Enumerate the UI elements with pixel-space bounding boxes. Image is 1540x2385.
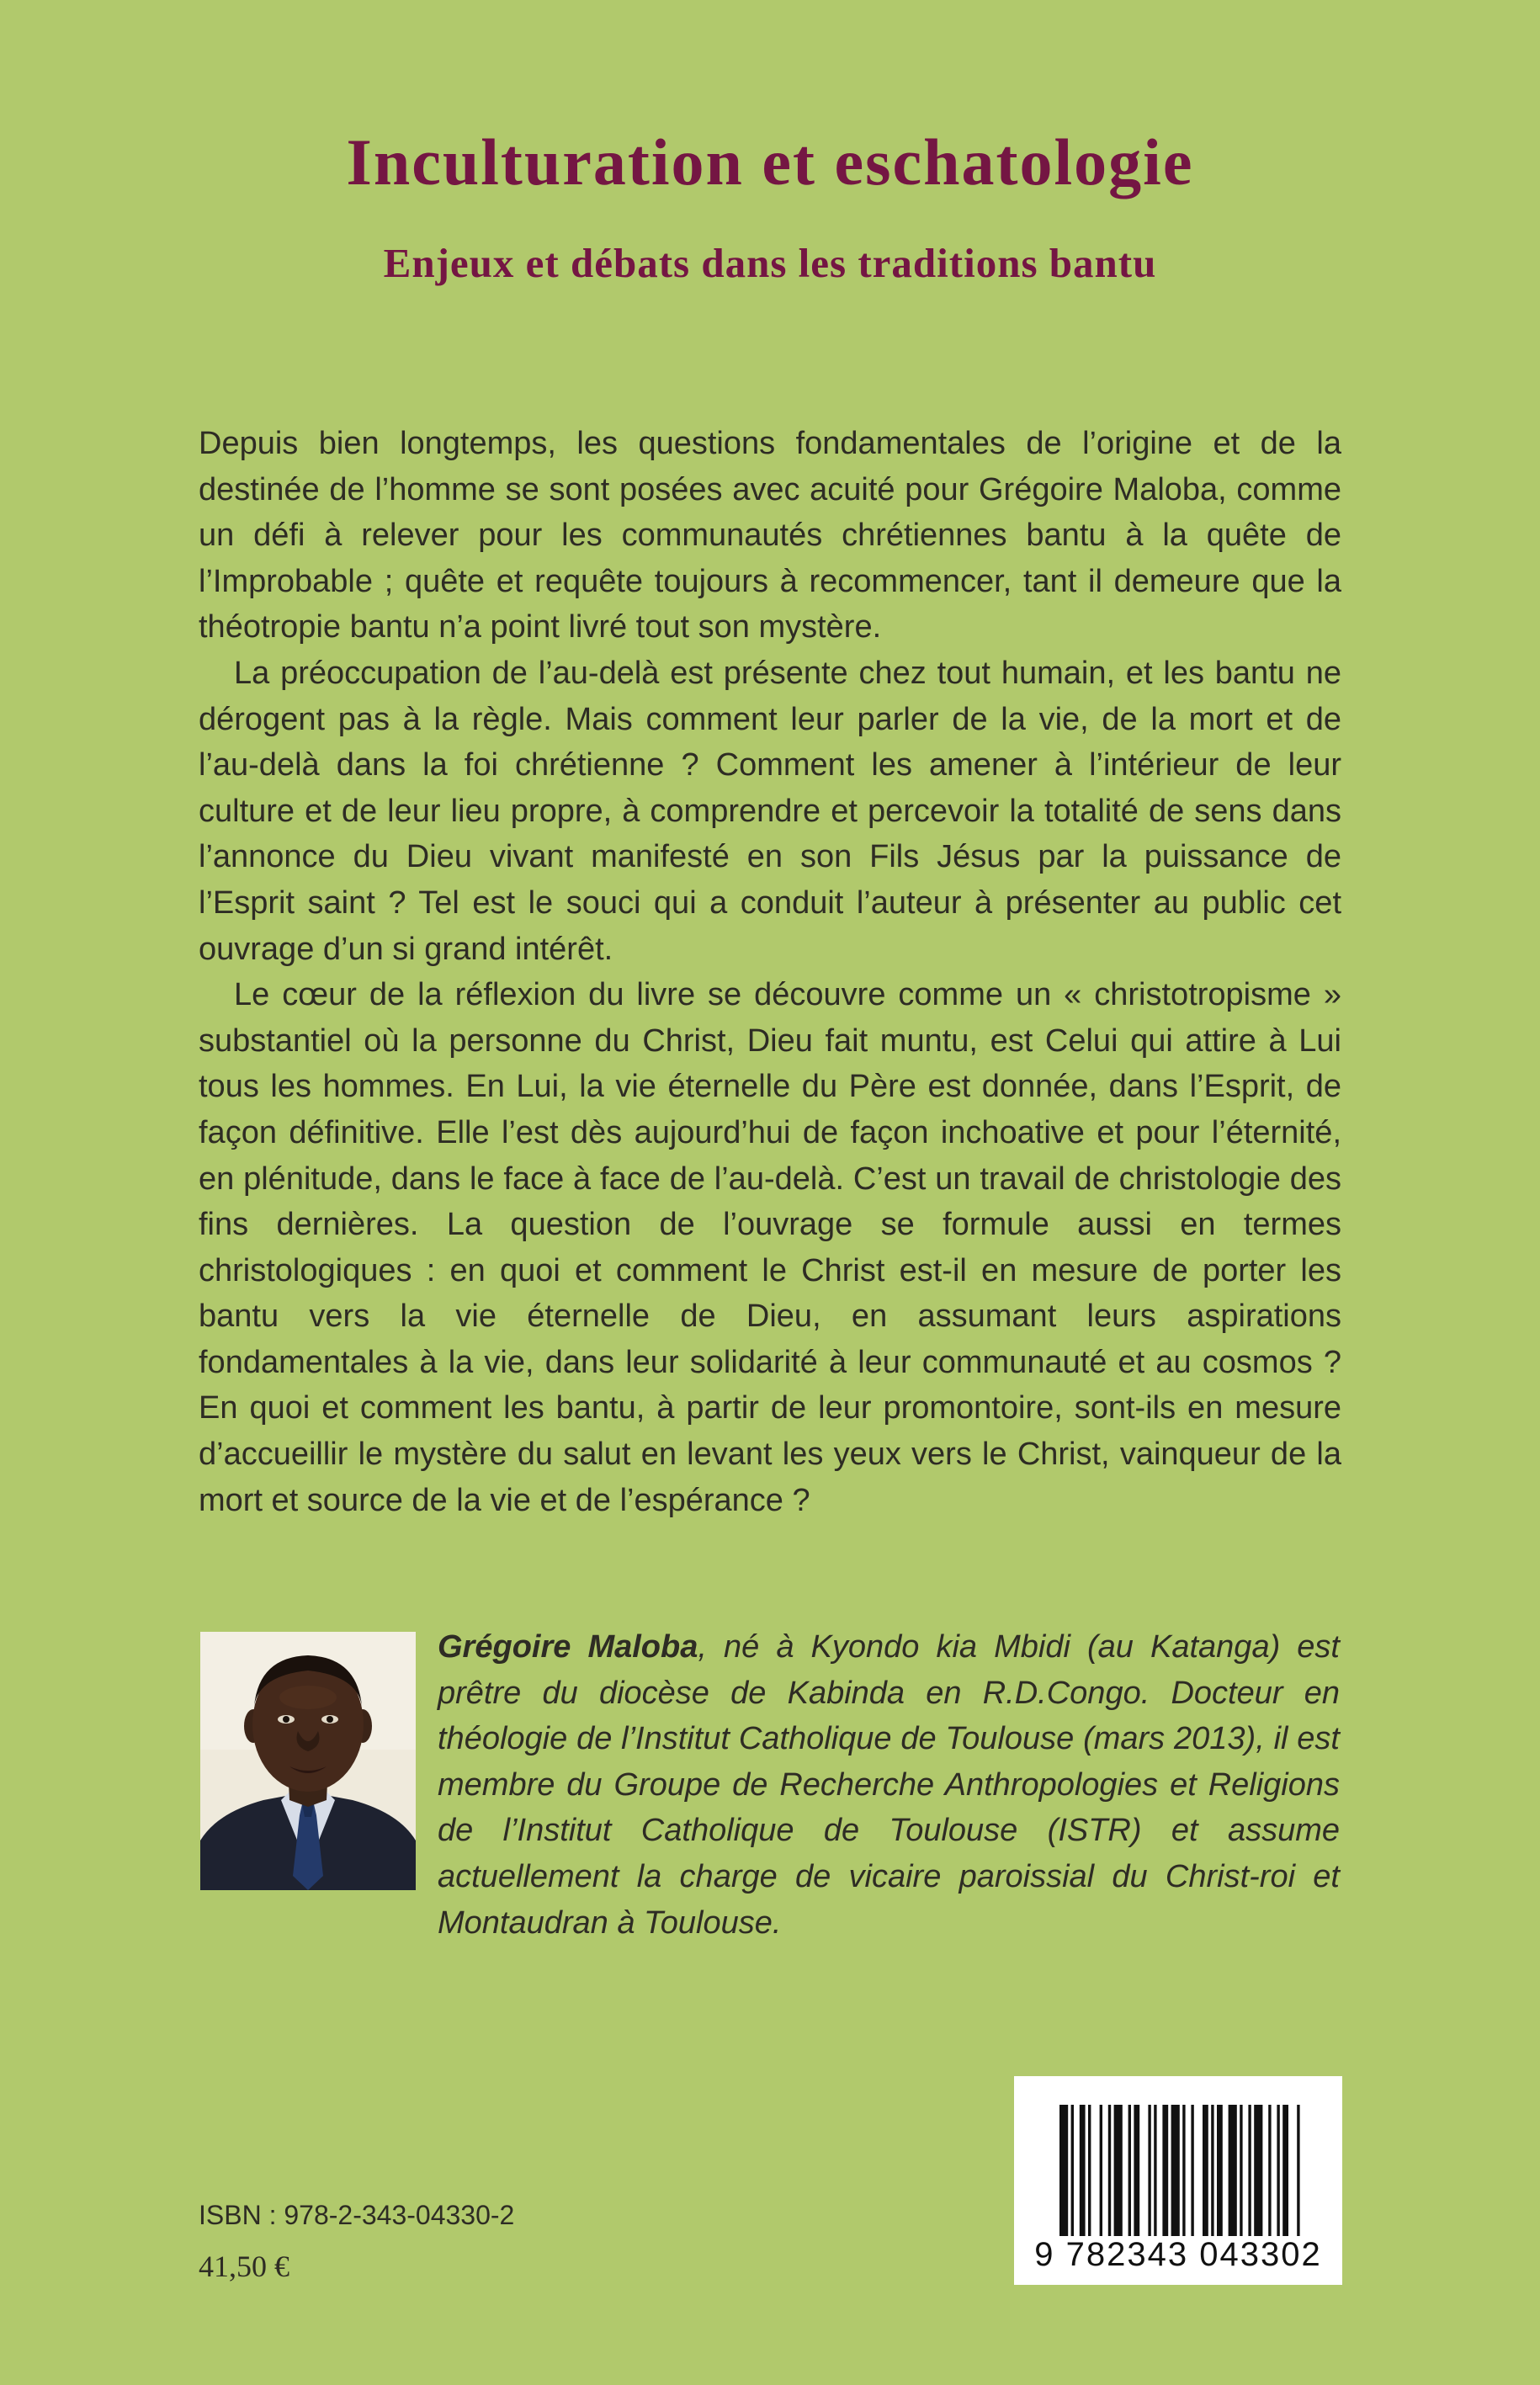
isbn-label: ISBN : 978-2-343-04330-2 (199, 2200, 515, 2230)
barcode-bar (1248, 2105, 1251, 2236)
barcode-bar (1268, 2105, 1271, 2236)
barcode-bar (1162, 2105, 1168, 2236)
summary-paragraph-2: La préoccupation de l’au-delà est présente chez tout humain, et les bantu ne dérogent pas à la règle. Mais comment leur parler de la vie, de la mort et de l’au-delà dans la foi chrétienne ? Comment les amener à l’intérieur de leur culture et de leur lieu propre, à comprendre et percevoir la totalité de sens dans l’annonce du Dieu vivant manifesté en son Fils Jésus par la puissance de l’Esprit saint ? Tel est le souci qui a conduit l’auteur à présenter au public cet ouvrage d’un si grand intérêt. (199, 655, 1341, 967)
author-biography (438, 1624, 1340, 1946)
barcode-bar (1254, 2105, 1262, 2236)
barcode-bar (1154, 2105, 1156, 2236)
barcode (1014, 2076, 1342, 2285)
author-bio-text: , né à Kyondo kia Mbidi (au Katanga) est prêtre du diocèse de Kabinda en R.D.Congo. Docteur en théologie de l’Institut Catholique de Toulouse (mars 2013), il est membre du Groupe de Recherche Anthropologies et Religions de l’Institut Catholique de Toulouse (ISTR) et assume actuellement la charge de vicaire paroissial du Christ-roi et Montaudran à Toulouse. (438, 1629, 1340, 1941)
book-title: Inculturation et eschatologie (346, 125, 1194, 199)
barcode-bar (1182, 2105, 1185, 2236)
barcode-digits: 9 782343 043302 (1034, 2236, 1322, 2273)
barcode-bar (1203, 2105, 1208, 2236)
barcode-bar (1128, 2105, 1131, 2236)
barcode-bar (1240, 2105, 1242, 2236)
book-subtitle: Enjeux et débats dans les traditions bantu (383, 240, 1157, 286)
barcode-bar (1282, 2105, 1288, 2236)
barcode-bar (1059, 2105, 1068, 2236)
author-name: Grégoire Maloba (438, 1629, 698, 1665)
barcode-bar (1088, 2105, 1091, 2236)
barcode-bar (1148, 2105, 1150, 2236)
barcode-bar (1277, 2105, 1279, 2236)
barcode-bar (1171, 2105, 1180, 2236)
summary-paragraph-1: Depuis bien longtemps, les questions fondamentales de l’origine et de la destinée de l’homme se sont posées avec acuité pour Grégoire Maloba, comme un défi à relever pour les communautés chrétiennes bantu à la quête de l’Improbable ; quête et requête toujours à recommencer, tant il demeure que la théotropie bantu n’a point livré tout son mystère. (199, 426, 1341, 645)
barcode-bar (1114, 2105, 1123, 2236)
barcode-bar (1297, 2105, 1299, 2236)
barcode-bar (1100, 2105, 1102, 2236)
summary-paragraph-3: Le cœur de la réflexion du livre se découvre comme un « christotropisme » substantiel où la personne du Christ, Dieu fait muntu, est Celui qui attire à Lui tous les hommes. En Lui, la vie éternelle du Père est donnée, dans l’Esprit, de façon définitive. Elle l’est dès aujourd’hui de façon inchoative et pour l’éternité, en plénitude, dans le face à face de l’au-delà. C’est un travail de christologie des fins dernières. La question de l’ouvrage se formule aussi en termes christologiques : en quoi et comment le Christ est-il en mesure de porter les bantu vers la vie éternelle de Dieu, en assumant leurs aspirations fondamentales à la vie, dans leur solidarité à leur communauté et au cosmos ? En quoi et comment les bantu, à partir de leur promontoire, sont-ils en mesure d’accueillir le mystère du salut en levant les yeux vers le Christ, vainqueur de la mort et source de la vie et de l’espérance ? (199, 977, 1341, 1518)
author-photo (200, 1632, 416, 1890)
barcode-bar (1211, 2105, 1213, 2236)
barcode-bar (1191, 2105, 1193, 2236)
back-cover-summary (199, 421, 1341, 1523)
barcode-bar (1217, 2105, 1223, 2236)
barcode-bar (1108, 2105, 1111, 2236)
barcode-bar (1134, 2105, 1139, 2236)
price-label: 41,50 € (199, 2250, 289, 2283)
barcode-bar (1080, 2105, 1086, 2236)
barcode-bar (1229, 2105, 1237, 2236)
barcode-bar (1071, 2105, 1074, 2236)
